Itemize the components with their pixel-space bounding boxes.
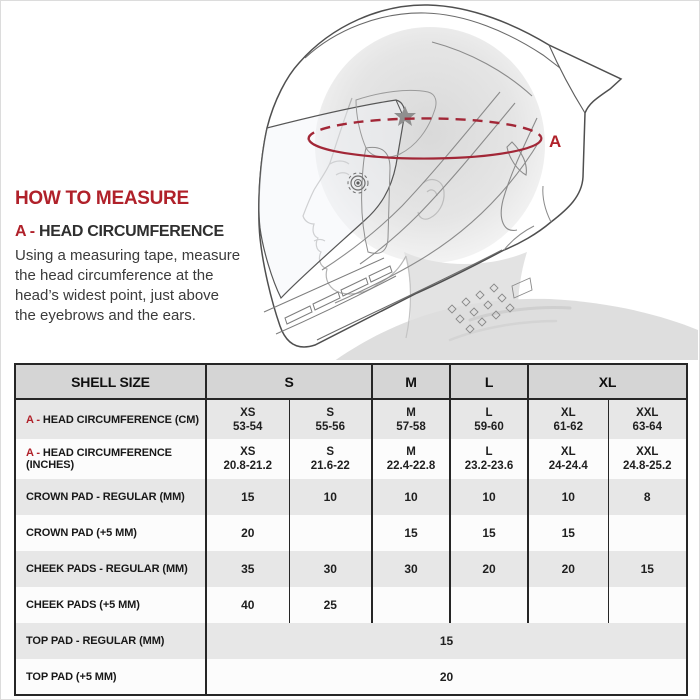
table-row (15, 515, 687, 551)
shell-size-header: SHELL SIZE (15, 364, 206, 399)
table-cell (289, 515, 372, 551)
table-cell: 15 (450, 515, 528, 551)
table-cell: 15 (608, 551, 687, 587)
table-cell: XL 24-24.4 (528, 439, 608, 479)
measurement-letter: A - (15, 223, 39, 240)
table-cell (528, 587, 608, 623)
table-row (15, 399, 687, 439)
how-to-measure-section (15, 188, 275, 326)
shell-group-l: L (450, 364, 528, 399)
table-cell: 30 (372, 551, 450, 587)
size-chart (14, 363, 688, 696)
table-row (15, 479, 687, 515)
measurement-subtitle: A - HEAD CIRCUMFERENCE (15, 223, 224, 240)
table-cell: 15 (372, 515, 450, 551)
row-label: CHEEK PADS - REGULAR (MM) (26, 563, 188, 575)
table-cell: 10 (372, 479, 450, 515)
table-cell: L 23.2-23.6 (450, 439, 528, 479)
measurement-a-label: A (549, 132, 562, 151)
row-label: TOP PAD (+5 MM) (26, 670, 117, 683)
table-cell: 35 (206, 551, 289, 587)
row-label: A - HEAD CIRCUMFERENCE (CM) (26, 413, 199, 426)
row-label: CHEEK PADS (+5 MM) (26, 599, 140, 611)
row-label: TOP PAD - REGULAR (MM) (26, 635, 165, 647)
table-cell: M 57-58 (372, 399, 450, 439)
table-cell: S 55-56 (289, 399, 372, 439)
table-row (15, 551, 687, 587)
table-cell: 20 (528, 551, 608, 587)
table-row (15, 587, 687, 623)
table-cell: XL 61-62 (528, 399, 608, 439)
table-cell: 20 (450, 551, 528, 587)
table-cell (372, 587, 450, 623)
table-cell: M 22.4-22.8 (372, 439, 450, 479)
instruction-line: the eyebrows and the ears. (15, 307, 196, 324)
table-cell: 10 (528, 479, 608, 515)
table-header-row (15, 364, 687, 399)
shell-group-s: S (206, 364, 372, 399)
table-row (15, 659, 687, 695)
table-cell-merged: 20 (206, 659, 687, 695)
row-label: A - HEAD CIRCUMFERENCE (INCHES) (26, 447, 172, 471)
table-cell: 10 (450, 479, 528, 515)
shell-group-m: M (372, 364, 450, 399)
shell-group-xl: XL (528, 364, 687, 399)
table-cell: 10 (289, 479, 372, 515)
table-cell: XS 53-54 (206, 399, 289, 439)
table-cell: 20 (206, 515, 289, 551)
table-cell: L 59-60 (450, 399, 528, 439)
size-chart-table (14, 363, 688, 696)
section-title: HOW TO MEASURE (15, 188, 189, 209)
table-cell (450, 587, 528, 623)
instruction-line: head’s widest point, just above (15, 287, 220, 304)
table-cell (608, 515, 687, 551)
table-cell: 25 (289, 587, 372, 623)
row-label: CROWN PAD (+5 MM) (26, 527, 137, 539)
table-cell: 15 (206, 479, 289, 515)
table-cell: XXL 24.8-25.2 (608, 439, 687, 479)
table-cell: XXL 63-64 (608, 399, 687, 439)
table-cell (608, 587, 687, 623)
table-cell: 30 (289, 551, 372, 587)
instruction-line: Using a measuring tape, measure (15, 247, 241, 264)
table-cell-merged: 15 (206, 623, 687, 659)
table-cell: S 21.6-22 (289, 439, 372, 479)
table-row (15, 623, 687, 659)
table-cell: 15 (528, 515, 608, 551)
table-cell: XS 20.8-21.2 (206, 439, 289, 479)
instruction-line: the head circumference at the (15, 267, 214, 284)
table-cell: 8 (608, 479, 687, 515)
table-cell: 40 (206, 587, 289, 623)
row-label: CROWN PAD - REGULAR (MM) (26, 491, 185, 503)
table-row (15, 439, 687, 479)
